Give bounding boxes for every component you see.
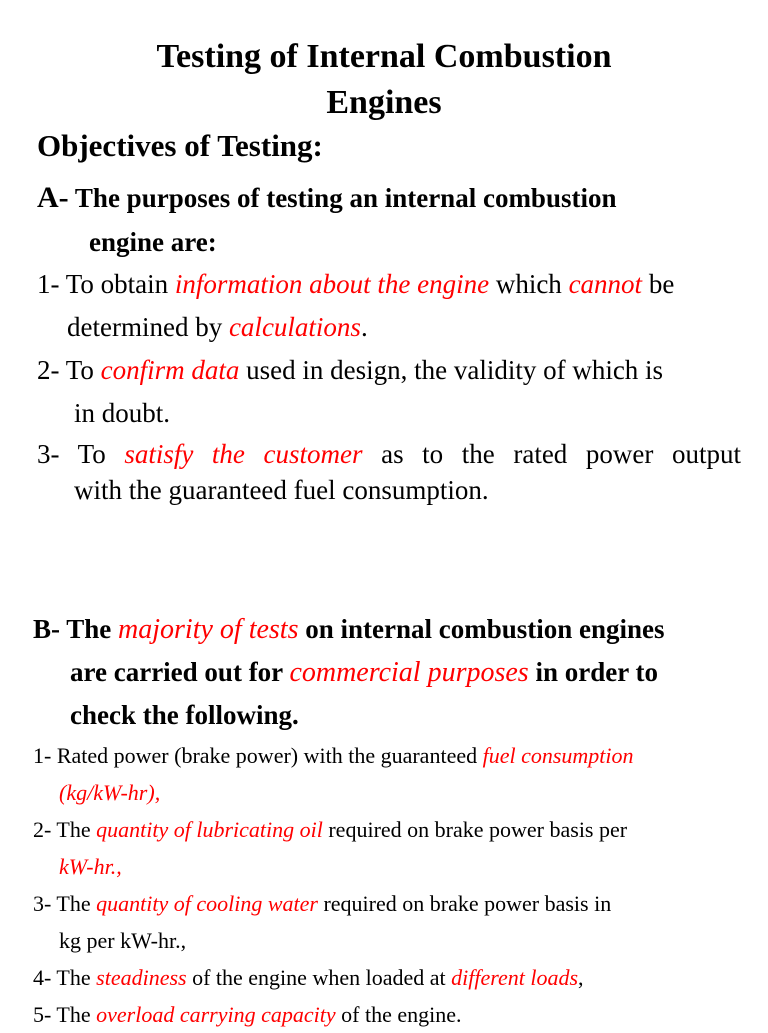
item-text: in order to — [528, 657, 658, 687]
item-text: . — [360, 312, 368, 342]
item-text: , — [578, 965, 584, 990]
item-text: 3- The — [33, 891, 97, 916]
item-text: 2- To — [37, 355, 101, 385]
item-text: required on brake power basis in — [317, 891, 612, 916]
list-item — [37, 349, 739, 435]
list-item — [33, 737, 743, 811]
section-a-line-1: The purposes of testing an internal combustion — [74, 183, 617, 213]
list-item — [37, 436, 741, 508]
highlight-text: quantity of cooling water — [96, 891, 318, 916]
section-a-heading — [37, 176, 737, 264]
item-text: as to the rated power output — [362, 439, 741, 469]
objectives-heading: Objectives of Testing: — [37, 128, 323, 163]
highlight-text: quantity of lubricating oil — [96, 817, 323, 842]
item-text: with the guaranteed fuel consumption. — [74, 475, 489, 505]
item-text: kg per kW-hr., — [59, 928, 187, 953]
section-a-line-2: engine are: — [89, 227, 217, 257]
item-text: determined by — [67, 312, 229, 342]
highlight-text: fuel consumption — [482, 743, 634, 768]
item-text: be — [642, 269, 675, 299]
highlight-text: (kg/kW-hr), — [59, 780, 161, 805]
item-text: 1- To obtain — [37, 269, 175, 299]
item-text: of the engine. — [335, 1002, 462, 1027]
highlight-text: steadiness — [96, 965, 187, 990]
section-a-lead: A- — [37, 181, 69, 214]
item-text: used in design, the validity of which is — [239, 355, 664, 385]
highlight-text: confirm data — [100, 355, 240, 385]
item-text: are carried out for — [70, 657, 290, 687]
item-text: check the following. — [70, 700, 299, 730]
item-text: 5- The — [33, 1002, 97, 1027]
highlight-text: commercial purposes — [289, 657, 529, 688]
item-text: required on brake power basis per — [322, 817, 628, 842]
list-item — [33, 885, 743, 959]
page-title — [0, 34, 768, 126]
section-b-heading — [33, 608, 743, 737]
highlight-text: kW-hr., — [59, 854, 122, 879]
title-line-1: Testing of Internal Combustion — [156, 38, 612, 75]
item-text: in doubt. — [74, 398, 171, 428]
section-b-lead: B- The — [33, 614, 119, 644]
item-text: 1- Rated power (brake power) with the guaranteed — [33, 743, 483, 768]
highlight-text: majority of tests — [118, 614, 299, 645]
list-item — [33, 959, 743, 996]
item-text: 3- To — [37, 439, 125, 469]
item-text: 2- The — [33, 817, 97, 842]
item-text: which — [489, 269, 569, 299]
list-item — [37, 263, 739, 349]
list-item — [33, 996, 743, 1033]
title-line-2: Engines — [326, 84, 442, 121]
list-item — [33, 811, 743, 885]
highlight-text: satisfy the customer — [124, 439, 363, 469]
highlight-text: calculations — [228, 312, 361, 342]
item-text: 4- The — [33, 965, 97, 990]
item-text: of the engine when loaded at — [186, 965, 452, 990]
highlight-text: cannot — [568, 269, 643, 299]
highlight-text: different loads — [451, 965, 579, 990]
highlight-text: information about the engine — [174, 269, 490, 299]
item-text: on internal combustion engines — [298, 614, 665, 644]
highlight-text: overload carrying capacity — [96, 1002, 336, 1027]
